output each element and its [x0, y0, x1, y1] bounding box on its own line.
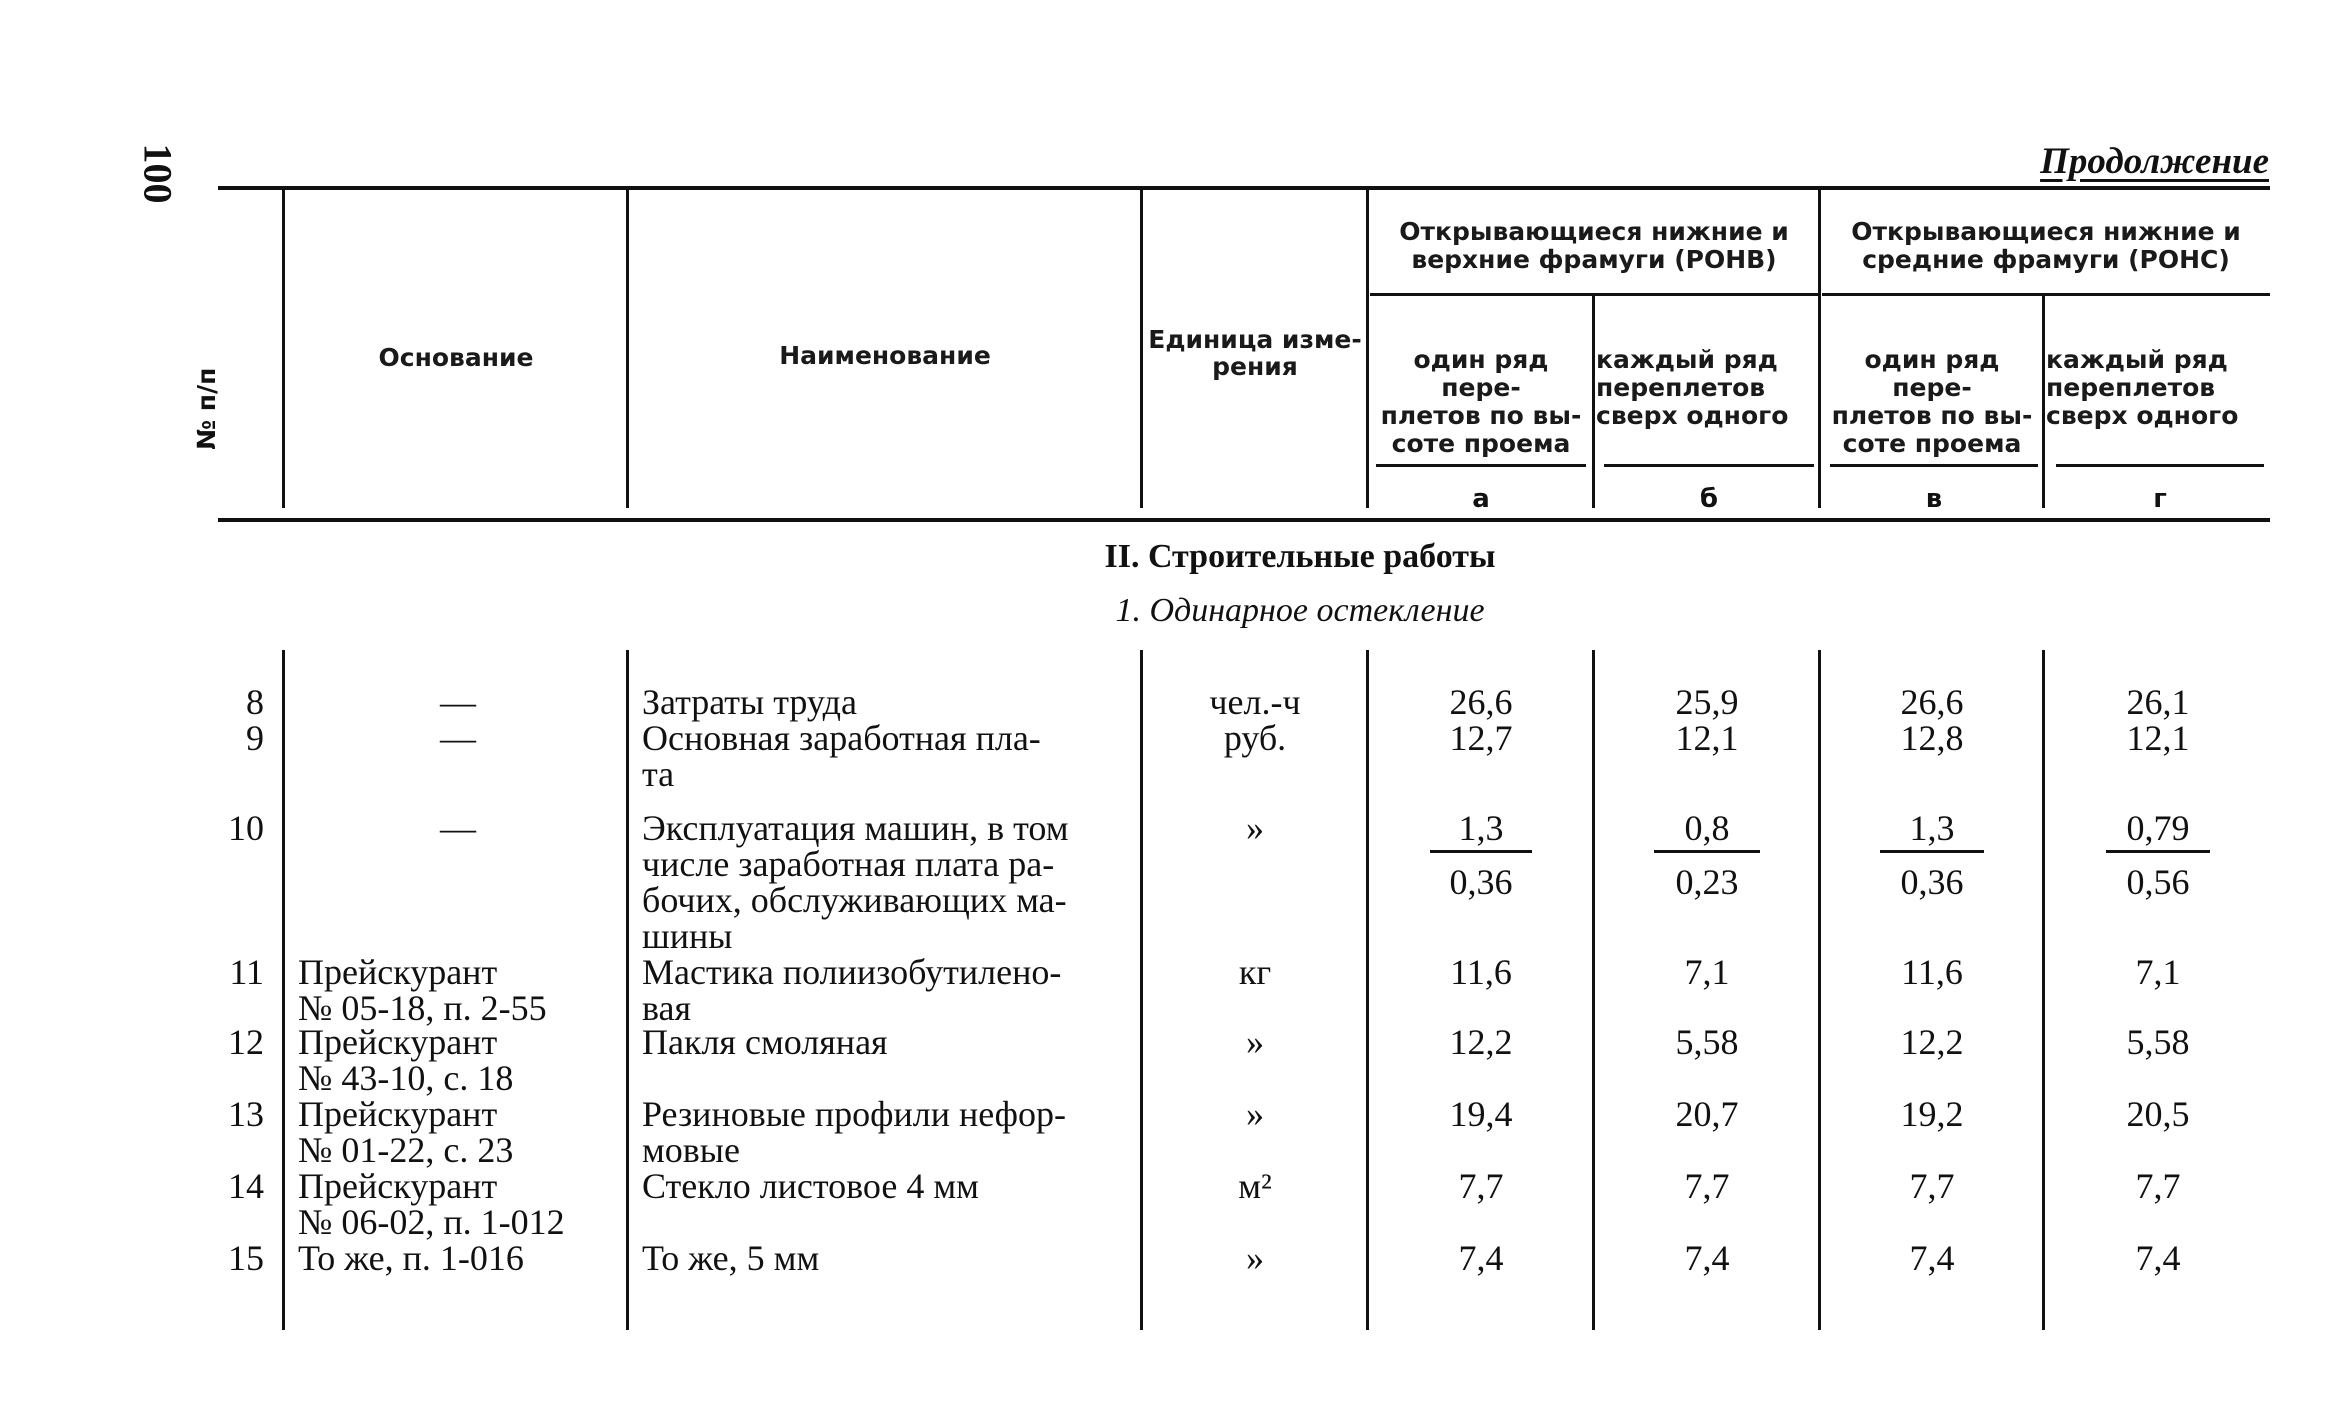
row-15-d: 7,4	[2135, 1238, 2181, 1278]
continuation-label: Продолжение	[2040, 141, 2269, 182]
row-8-b: 25,9	[1675, 682, 1739, 722]
row-9-name: Основная заработная пла- та	[642, 718, 1041, 794]
section-title: II. Строительные работы	[1104, 538, 1496, 575]
header-group-rons: Открывающиеся нижние и средние фрамуги (РОНС)	[1851, 217, 2241, 274]
header-name: Наименование	[779, 341, 991, 370]
header-letter-d: г	[2153, 484, 2167, 514]
header-sub-c: один ряд пере- плетов по вы- соте проема	[1831, 345, 2033, 458]
row-11-b: 7,1	[1684, 952, 1730, 992]
row-8-no: 8	[246, 682, 264, 722]
row-14-d: 7,7	[2135, 1166, 2181, 1206]
row-11-d: 7,1	[2135, 952, 2181, 992]
row-9-c: 12,8	[1900, 718, 1964, 758]
row-10-c-numerator: 1,3	[1909, 808, 1955, 848]
row-11-c: 11,6	[1901, 952, 1963, 992]
letter-rule-b	[1604, 464, 1814, 467]
row-10-d-numerator: 0,79	[2126, 808, 2190, 848]
row-8-unit: чел.-ч	[1209, 682, 1301, 722]
header-vrule-1	[282, 190, 285, 508]
row-13-basis: Прейскурант № 01-22, с. 23	[298, 1094, 514, 1170]
row-12-d: 5,58	[2126, 1022, 2190, 1062]
row-10-basis: —	[440, 808, 476, 848]
row-13-name: Резиновые профили нефор- мовые	[642, 1094, 1066, 1170]
row-15-b: 7,4	[1684, 1238, 1730, 1278]
row-11-name: Мастика полиизобутилено- вая	[642, 952, 1062, 1028]
header-letter-b: б	[1699, 484, 1719, 514]
row-10-d-fraction-bar	[2106, 850, 2210, 853]
row-9-no: 9	[246, 718, 264, 758]
row-13-b: 20,7	[1675, 1094, 1739, 1134]
row-10-b-numerator: 0,8	[1684, 808, 1730, 848]
row-10-a-fraction-bar	[1430, 850, 1532, 853]
row-10-b-denominator: 0,23	[1675, 862, 1739, 902]
row-12-c: 12,2	[1900, 1022, 1964, 1062]
row-12-b: 5,58	[1675, 1022, 1739, 1062]
row-9-basis: —	[440, 718, 476, 758]
row-8-a: 26,6	[1449, 682, 1513, 722]
row-10-a-denominator: 0,36	[1449, 862, 1513, 902]
header-bottom-rule	[218, 518, 2270, 522]
row-10-c-denominator: 0,36	[1900, 862, 1964, 902]
row-9-unit: руб.	[1223, 718, 1287, 758]
header-vrule-3	[1140, 190, 1143, 508]
header-unit: Единица изме- рения	[1148, 325, 1362, 381]
row-14-unit: м²	[1238, 1166, 1272, 1206]
row-15-name: То же, 5 мм	[642, 1238, 820, 1278]
body-vrule-6	[1818, 650, 1821, 1330]
row-10-b-fraction-bar	[1654, 850, 1760, 853]
row-8-basis: —	[440, 682, 476, 722]
row-9-a: 12,7	[1449, 718, 1513, 758]
row-10-d-denominator: 0,56	[2126, 862, 2190, 902]
row-8-c: 26,6	[1900, 682, 1964, 722]
row-13-unit: »	[1246, 1094, 1264, 1134]
header-letter-a: а	[1472, 484, 1490, 514]
row-10-a-numerator: 1,3	[1458, 808, 1504, 848]
row-12-a: 12,2	[1449, 1022, 1513, 1062]
row-14-no: 14	[228, 1166, 264, 1206]
row-10-name: Эксплуатация машин, в том числе заработная плата ра- бочих, обслуживающих ма- шины	[642, 808, 1069, 956]
row-8-name: Затраты труда	[642, 682, 857, 722]
row-11-unit: кг	[1238, 952, 1272, 992]
subsection-title: 1. Одинарное остекление	[1115, 592, 1485, 629]
row-14-c: 7,7	[1909, 1166, 1955, 1206]
row-10-c-fraction-bar	[1880, 850, 1984, 853]
row-9-d: 12,1	[2126, 718, 2190, 758]
body-vrule-5	[1592, 650, 1595, 1330]
letter-rule-d	[2056, 464, 2264, 467]
body-vrule-7	[2042, 650, 2045, 1330]
row-13-a: 19,4	[1449, 1094, 1513, 1134]
header-group-ronv: Открывающиеся нижние и верхние фрамуги (РОНВ)	[1399, 217, 1789, 274]
row-14-b: 7,7	[1684, 1166, 1730, 1206]
header-vrule-4	[1366, 190, 1369, 508]
header-no: № п/п	[192, 367, 221, 450]
header-sub-d: каждый ряд переплетов сверх одного	[2046, 345, 2239, 430]
row-10-unit: »	[1246, 808, 1264, 848]
body-vrule-2	[626, 650, 629, 1330]
page-number: 100	[135, 143, 181, 204]
row-12-name: Пакля смоляная	[642, 1022, 888, 1062]
header-top-rule	[218, 186, 2270, 190]
row-13-no: 13	[228, 1094, 264, 1134]
row-14-name: Стекло листовое 4 мм	[642, 1166, 979, 1206]
row-13-c: 19,2	[1900, 1094, 1964, 1134]
row-12-basis: Прейскурант № 43-10, с. 18	[298, 1022, 514, 1098]
letter-rule-c	[1830, 464, 2038, 467]
row-11-no: 11	[229, 952, 264, 992]
row-10-no: 10	[228, 808, 264, 848]
header-sub-a: один ряд пере- плетов по вы- соте проема	[1380, 345, 1582, 458]
row-12-no: 12	[228, 1022, 264, 1062]
row-15-a: 7,4	[1458, 1238, 1504, 1278]
row-15-c: 7,4	[1909, 1238, 1955, 1278]
header-vrule-7	[2042, 296, 2045, 508]
body-vrule-1	[282, 650, 285, 1330]
row-15-no: 15	[228, 1238, 264, 1278]
row-8-d: 26,1	[2126, 682, 2190, 722]
header-vrule-5	[1592, 296, 1595, 508]
header-letter-c: в	[1925, 484, 1943, 514]
row-15-unit: »	[1246, 1238, 1264, 1278]
body-vrule-4	[1366, 650, 1369, 1330]
header-vrule-2	[626, 190, 629, 508]
body-vrule-3	[1140, 650, 1143, 1330]
row-9-b: 12,1	[1675, 718, 1739, 758]
row-11-a: 11,6	[1450, 952, 1512, 992]
row-12-unit: »	[1246, 1022, 1264, 1062]
row-11-basis: Прейскурант № 05-18, п. 2-55	[298, 952, 547, 1028]
header-sub-b: каждый ряд переплетов сверх одного	[1596, 345, 1789, 430]
group-b-rule	[1822, 293, 2270, 296]
row-14-a: 7,7	[1458, 1166, 1504, 1206]
header-vrule-6	[1818, 190, 1821, 508]
row-15-basis: То же, п. 1-016	[298, 1238, 524, 1278]
row-13-d: 20,5	[2126, 1094, 2190, 1134]
header-basis: Основание	[378, 343, 534, 372]
row-14-basis: Прейскурант № 06-02, п. 1-012	[298, 1166, 565, 1242]
letter-rule-a	[1376, 464, 1586, 467]
